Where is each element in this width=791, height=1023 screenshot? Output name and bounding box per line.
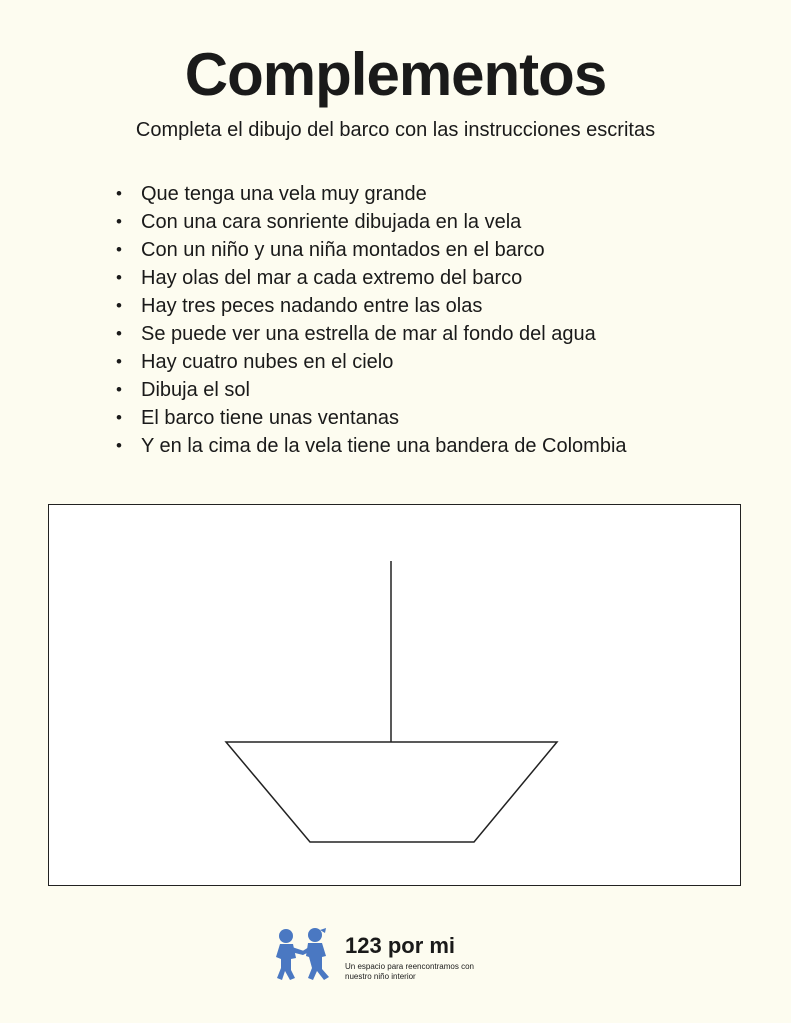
- instruction-item: • Y en la cima de la vela tiene una bandera de Colombia: [116, 432, 627, 460]
- brand-logo: [273, 926, 513, 986]
- instruction-item: • Hay cuatro nubes en el cielo: [116, 348, 627, 376]
- instruction-item: • El barco tiene unas ventanas: [116, 404, 627, 432]
- instruction-item: • Se puede ver una estrella de mar al fondo del agua: [116, 320, 627, 348]
- page-title: Complementos: [184, 41, 607, 108]
- logo-name: 123 por mi: [345, 933, 456, 958]
- logo-tagline: Un espacio para reencontramos con nuestro niño interior: [345, 962, 474, 981]
- boat-hull: [226, 742, 557, 842]
- page-subtitle: Completa el dibujo del barco con las instrucciones escritas: [135, 119, 656, 141]
- instruction-item: • Que tenga una vela muy grande: [116, 180, 627, 208]
- instruction-item: • Con una cara sonriente dibujada en la vela: [116, 208, 627, 236]
- boat-outline-drawing: [49, 505, 742, 887]
- two-children-icon: [273, 926, 333, 982]
- drawing-area[interactable]: [48, 504, 741, 886]
- instruction-list: [116, 180, 627, 460]
- instruction-item: • Hay olas del mar a cada extremo del barco: [116, 264, 627, 292]
- instruction-item: • Hay tres peces nadando entre las olas: [116, 292, 627, 320]
- instruction-item: • Dibuja el sol: [116, 376, 627, 404]
- instruction-item: • Con un niño y una niña montados en el barco: [116, 236, 627, 264]
